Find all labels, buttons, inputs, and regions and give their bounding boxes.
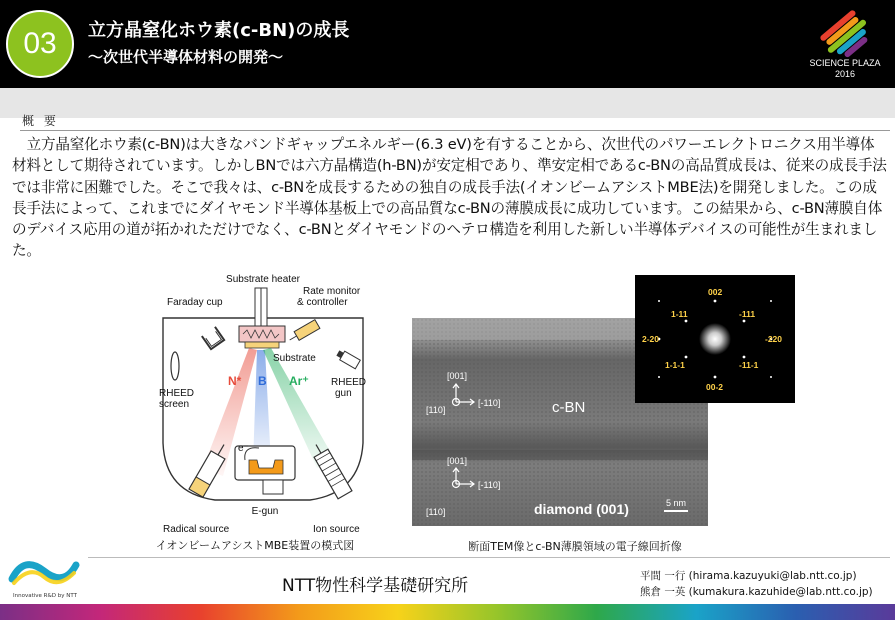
tem-dir-110-bottom: [110] [426,507,446,517]
tem-cbn-label: c-BN [552,399,586,416]
outline-paragraph: 立方晶窒化ホウ素(c-BN)は大きなバンドギャップエネルギー(6.3 eV)を有することから、次世代のパワーエレクトロニクス用半導体材料として期待されています。しかしBNでは六方晶構造(h-BN)が安定相であり、準安定相であるc-BNの高品質成長は、従来の成長手法では非常に困難でした。そこで我々は、c-BNを成長するための独自の成長手法(イオンビームアシストMBE法)を開発しました。この成長手法によって、これまでにダイヤモンド半導体基板上での高品質なc-BNの薄膜成長に成功しています。この結果から、c-BN薄膜自体のデバイス応用の道が拓かれただけでなく、c-BNとダイヤモンドのヘテロ構造を利用した新しい半導体デバイスの可能性が生まれました。 [12,136,887,260]
diff-m11m1: -11-1 [739,360,759,370]
ion-source-label: Ion source [313,524,360,535]
tem-diamond-label: diamond (001) [534,501,629,517]
rate-monitor-label-2: & controller [297,297,348,308]
e-gun-label: E-gun [251,506,279,517]
diff-2m20: 2-20 [642,334,660,344]
outline-divider [20,130,890,131]
substrate-heater-label: Substrate heater [226,274,300,285]
rheed-screen-label-1: RHEED [159,388,195,399]
science-plaza-logo-icon [800,8,890,58]
section-band [0,88,895,118]
rheed-screen-icon [171,352,179,380]
contact-hirama: 平間 一行 (hirama.kazuyuki@lab.ntt.co.jp) [640,570,857,582]
tem-scale-label: 5 nm [666,498,687,508]
contact-kumakura: 熊倉 一英 (kumakura.kazuhide@lab.ntt.co.jp) [640,586,873,598]
diff-1m11: 1-11 [671,309,688,319]
outline-heading: 概 要 [22,114,59,128]
tem-dir-001-bottom: [001] [447,456,468,466]
event-logo-year: 2016 [834,69,856,79]
radical-source-label: Radical source [163,524,230,535]
tem-dir-110-top: [110] [426,405,446,415]
n-star-label: N* [228,374,242,388]
rheed-gun-label-1: RHEED [331,377,367,388]
diff-m220: -220 [765,334,783,344]
rheed-gun-icon [335,349,360,369]
tem-dir-m110-bottom: [-110] [478,480,501,490]
rheed-gun-label-2: gun [335,388,352,399]
tem-dir-001-top: [001] [447,371,468,381]
ntt-logo-icon [4,553,84,593]
section-number-badge [6,10,74,78]
footer-divider [88,557,890,558]
diff-1m1m1: 1-1-1 [665,360,685,370]
tem-dir-m110-top: [-110] [478,398,501,408]
rate-monitor-icon [287,320,320,345]
event-logo-name: SCIENCE PLAZA [809,58,881,68]
ntt-logo-tagline: Innovative R&D by NTT [13,593,77,599]
diffraction-pattern [635,275,795,403]
organization-name: NTT物性科学基礎研究所 [282,576,469,596]
ntt-logo [4,553,84,603]
science-plaza-logo [800,8,890,84]
faraday-cup-label: Faraday cup [167,297,223,308]
diagram-caption: イオンビームアシストMBE装置の模式図 [155,539,355,552]
tem-caption: 断面TEM像とc-BN薄膜領域の電子線回折像 [468,540,682,553]
boron-label: B [258,374,267,388]
faraday-cup-icon [202,327,224,349]
substrate-label: Substrate [273,353,316,364]
header-bar [0,0,895,88]
mbe-apparatus-diagram [145,268,380,540]
page-subtitle: ～次世代半導体材料の開発～ [88,48,284,66]
rainbow-footer-bar [0,604,895,620]
argon-ion-label: Ar⁺ [289,374,309,388]
contact-list [640,568,873,600]
diff-002: 002 [708,287,723,297]
section-number: 03 [23,27,57,60]
rheed-screen-label-2: screen [159,399,190,410]
diff-m111: -111 [739,309,756,319]
page-title: 立方晶窒化ホウ素(c-BN)の成長 [88,20,350,41]
diff-00m2: 00-2 [706,382,724,392]
rate-monitor-label-1: Rate monitor [303,286,361,297]
electron-label: e⁻ [238,443,249,454]
